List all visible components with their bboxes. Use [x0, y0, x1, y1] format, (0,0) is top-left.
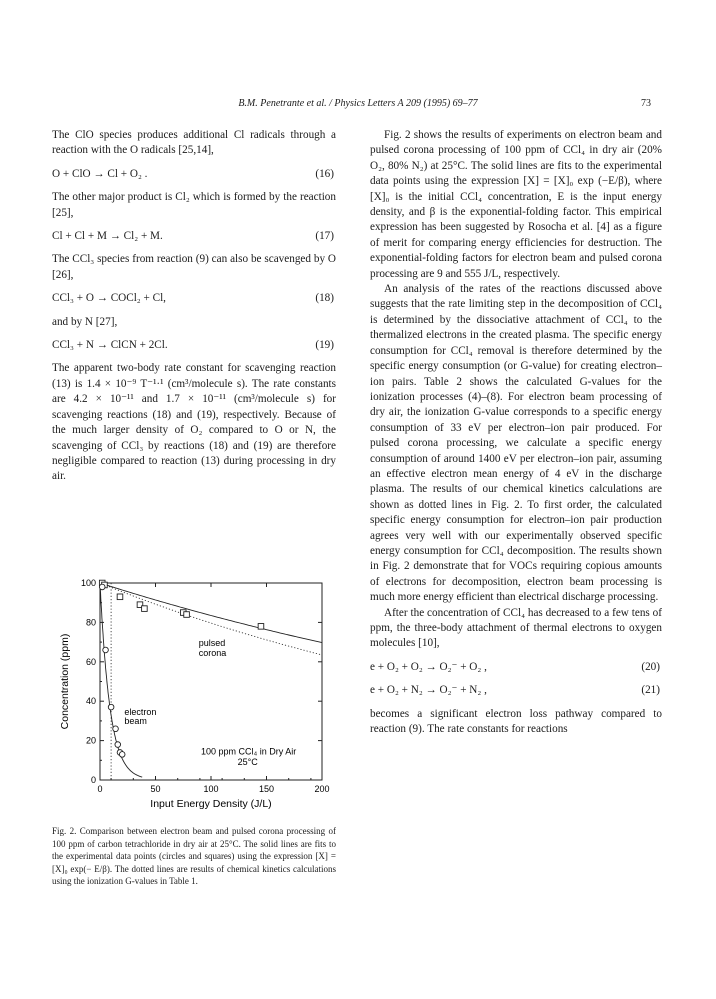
- annotation-beam: beam: [124, 715, 147, 726]
- equation-number: (18): [315, 292, 334, 305]
- data-point-circle: [119, 752, 125, 758]
- y-tick-label: 60: [85, 656, 96, 667]
- annotation-conditions: 100 ppm CCl₄ in Dry Air: [201, 746, 297, 757]
- y-tick-label: 0: [90, 775, 96, 785]
- y-tick-label: 80: [85, 617, 96, 628]
- equation-number: (17): [315, 230, 334, 243]
- page-number: 73: [641, 98, 651, 109]
- equation-expression: e + O₂ + O₂ → O₂⁻ + O₂ ,: [370, 660, 487, 673]
- x-tick-label: 200: [314, 784, 330, 794]
- x-axis-label: Input Energy Density (J/L): [150, 798, 272, 810]
- equation-expression: e + O₂ + N₂ → O₂⁻ + N₂ ,: [370, 684, 487, 697]
- equation-16: [52, 167, 336, 182]
- paragraph: The other major product is Cl₂ which is formed by the reaction [25],: [52, 191, 336, 219]
- data-point-square: [258, 624, 264, 630]
- paragraph: An analysis of the rates of the reactions discussed above suggests that the rate limiting step in the decomposition of CCl₄ is determined by the dissociative attachment of CCl₄ to the thermalized electrons in the created plasma. The specific energy consumption for CCl₄ removal is therefore determined by the specific energy consumption (or G-value) for creating electron–ion pairs. Table 2 shows the calculated G-values for the ionization processes (4)–(8). For electron beam processing of dry air, the ionization G-value corresponds to a specific energy consumption of 33 eV per electron–ion pair produced. For pulsed corona processing, we calculate a specific energy consumption of around 1400 eV per electron–ion pair, assuming an effective electron mean energy of 4 eV in the discharge plasma. The results of our chemical kinetics calculations are shown as dotted lines in Fig. 2. To first order, the calculated specific energy consumption for electron–ion pair production agrees very well with our experimentally observed specific energy consumption for CCl₄ decomposition. The results shown in Fig. 2 demonstrate that for VOCs requiring copious amounts of electrons for decomposition, electron beam processing is much more energy efficient than electrical discharge processing.: [370, 283, 662, 604]
- equation-expression: CCl₃ + O → COCl₂ + Cl,: [52, 292, 166, 305]
- x-tick-label: 100: [203, 784, 219, 794]
- data-point-square: [117, 594, 123, 600]
- equation-number: (21): [641, 684, 660, 697]
- y-tick-label: 20: [85, 735, 96, 746]
- annotation-pulsed: pulsed: [198, 638, 226, 649]
- paragraph: becomes a significant electron loss pathway compared to reaction (9). The rate constants for reactions: [370, 707, 662, 736]
- equation-21: [370, 683, 662, 698]
- equation-17: [52, 229, 336, 244]
- equation-number: (20): [641, 660, 660, 673]
- y-axis-label: Concentration (ppm): [59, 633, 71, 730]
- annotation-temperature: 25°C: [237, 757, 258, 768]
- x-tick-label: 0: [97, 784, 103, 794]
- data-point-circle: [103, 647, 109, 653]
- equation-18: [52, 291, 336, 306]
- x-tick-label: 50: [150, 784, 161, 794]
- data-point-circle: [115, 742, 121, 748]
- paragraph: The apparent two-body rate constant for scavenging reaction (13) is 1.4 × 10⁻⁹ T⁻¹·¹ (cm³/molecule s). The rate constants are 4.2 × 10⁻¹¹ and 1.7 × 10⁻¹¹ (cm³/molecule s) for scavenging reactions (18) and (19), respectively. Because of the much larger density of O₂ compared to O or N, the scavenging of CCl₃ by reactions (18) and (19) are therefore negligible compared to reaction (13) during processing in dry air.: [52, 362, 336, 483]
- paragraph: The ClO species produces additional Cl radicals through a reaction with the O radicals [25,14],: [52, 129, 336, 157]
- page-header: [0, 98, 716, 114]
- equation-expression: CCl₃ + N → ClCN + 2Cl.: [52, 339, 168, 352]
- equation-expression: Cl + Cl + M → Cl₂ + M.: [52, 230, 163, 243]
- equation-expression: O + ClO → Cl + O₂ .: [52, 167, 148, 180]
- paragraph: After the concentration of CCl₄ has decreased to a few tens of ppm, the three-body attachment of thermal electrons to oxygen molecules [10],: [370, 606, 662, 650]
- annotation-corona: corona: [198, 647, 227, 658]
- paragraph: The CCl₃ species from reaction (9) can also be scavenged by O [26],: [52, 253, 336, 281]
- data-point-square: [142, 606, 148, 612]
- annotation-electron: electron: [124, 706, 157, 717]
- left-column: [52, 128, 336, 485]
- paragraph: and by N [27],: [52, 315, 118, 328]
- y-tick-label: 40: [85, 696, 96, 707]
- data-point-circle: [108, 704, 114, 710]
- equation-20: [370, 660, 662, 675]
- equation-number: (16): [315, 167, 334, 180]
- equation-number: (19): [315, 339, 334, 352]
- figure-caption: Fig. 2. Comparison between electron beam and pulsed corona processing of 100 ppm of carbon tetrachloride in dry air at 25°C. The solid lines are fits to the experimental data points (circles and squares) using the expression [X] = [X]₀ exp(− E/β). The dotted lines are results of chemical kinetics calculations using the ionization G-values in Table 1.: [52, 826, 336, 887]
- data-point-square: [184, 612, 190, 618]
- fit-line: [100, 583, 322, 643]
- data-point-circle: [99, 584, 105, 590]
- data-point-circle: [113, 726, 119, 732]
- concentration-chart: [52, 575, 344, 813]
- x-tick-label: 150: [258, 784, 275, 794]
- figure-2: [52, 575, 344, 813]
- running-title: B.M. Penetrante et al. / Physics Letters A 209 (1995) 69–77: [238, 98, 478, 109]
- right-column: [370, 128, 662, 737]
- fit-line: [100, 583, 142, 777]
- y-tick-label: 100: [80, 578, 96, 588]
- equation-19: [52, 338, 336, 353]
- paragraph: Fig. 2 shows the results of experiments on electron beam and pulsed corona processing of 100 ppm of CCl₄ in dry air (20% O₂, 80% N₂) at 25°C. The solid lines are fits to the experimental data points using the expression [X] = [X]₀ exp (−E/β), where [X]₀ is the initial CCl₄ concentration, E is the input energy density, and β is the exponential-folding factor. This empirical expression has been suggested by Rosocha et al. [4] as a figure of merit for comparing energy efficiencies for destruction. The exponential-folding factors for electron beam and pulsed corona processing are 9 and 555 J/L, respectively.: [370, 129, 662, 280]
